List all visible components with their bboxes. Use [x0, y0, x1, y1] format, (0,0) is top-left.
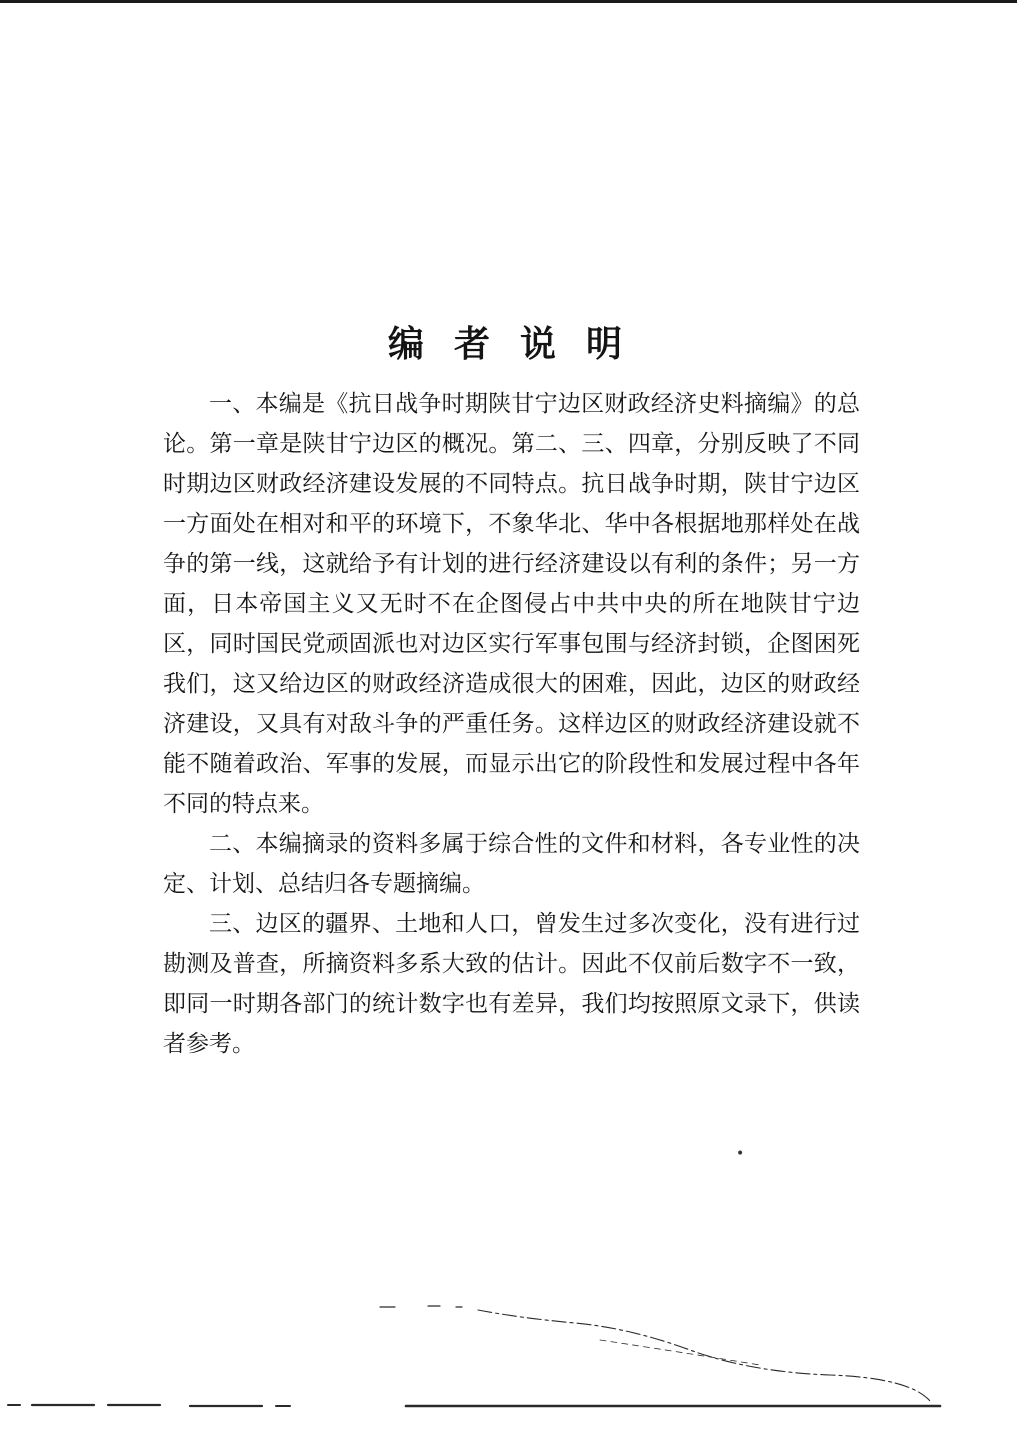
scan-speck-mark: • — [736, 1146, 745, 1162]
page-title: 编者说明 — [387, 323, 652, 366]
paragraph-3: 三、边区的疆界、土地和人口，曾发生过多次变化，没有进行过勘测及普查，所摘资料多系大致的估计。因此不仅前后数字不一致，即同一时期各部门的统计数字也有差异，我们均按照原文录下，供读者参考。 — [163, 911, 860, 1057]
scan-top-edge — [0, 0, 1017, 3]
body-text — [163, 384, 860, 1064]
scan-bottom-edge — [0, 1290, 1017, 1439]
paragraph-2: 二、本编摘录的资料多属于综合性的文件和材料，各专业性的决定、计划、总结归各专题摘编。 — [163, 831, 860, 897]
paragraph-1: 一、本编是《抗日战争时期陕甘宁边区财政经济史料摘编》的总论。第一章是陕甘宁边区的概况。第二、三、四章，分别反映了不同时期边区财政经济建设发展的不同特点。抗日战争时期，陕甘宁边区一方面处在相对和平的环境下，不象华北、华中各根据地那样处在战争的第一线，这就给予有计划的进行经济建设以有利的条件；另一方面，日本帝国主义又无时不在企图侵占中共中央的所在地陕甘宁边区，同时国民党顽固派也对边区实行军事包围与经济封锁，企图困死我们，这又给边区的财政经济造成很大的困难，因此，边区的财政经济建设，又具有对敌斗争的严重任务。这样边区的财政经济建设就不能不随着政治、军事的发展，而显示出它的阶段性和发展过程中各年不同的特点来。 — [163, 391, 860, 817]
